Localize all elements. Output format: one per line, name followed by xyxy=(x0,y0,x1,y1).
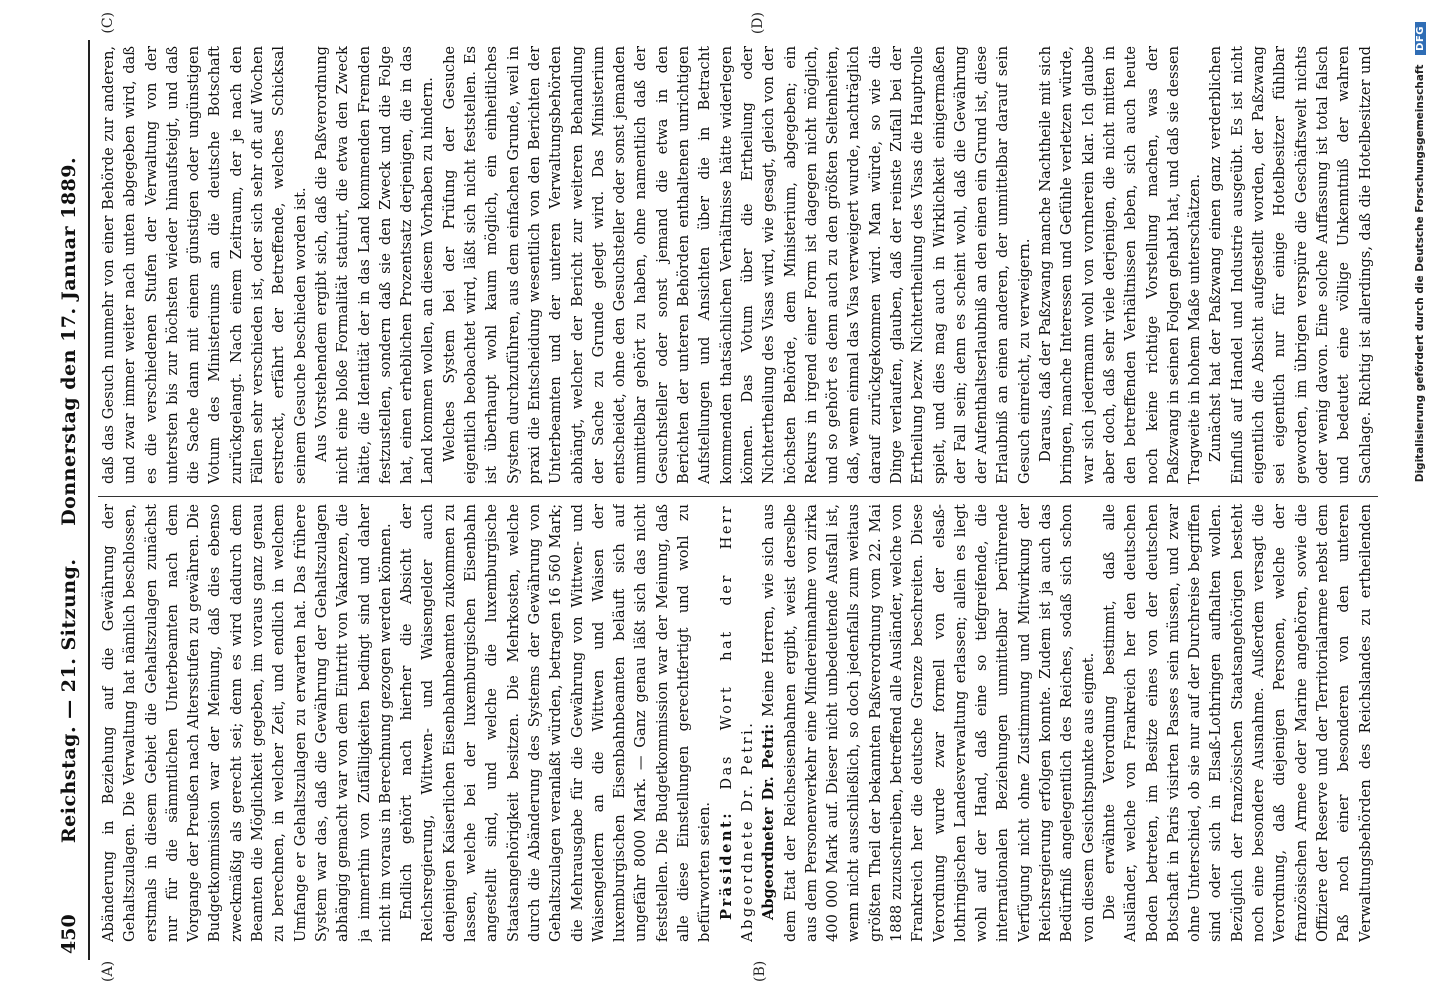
marginal-d: (D) xyxy=(750,12,766,35)
right-column xyxy=(98,46,1378,484)
marginal-c: (C) xyxy=(100,12,116,34)
title-left: Reichstag. — 21. Sitzung. xyxy=(58,558,80,844)
title-right: Donnerstag den 17. Januar 1889. xyxy=(58,156,80,526)
speaker-text: Meine Herren, wie sich aus dem Etat der Reichseisenbahnen ergibt, weist derselbe aus dem Personenverkehr eine Mindereinnahme von zirka 400 000 Mark auf. Dieser nicht unbedeutende Ausfall ist, wenn nicht ausschließlich, so doch jedenfalls zum weitaus größten Theil der bekannten Paßverordnung vom 22. Mai 1888 zuzuschreiben, betreffend alle Ausländer, welche von Frankreich her die deutsche Grenze beschreiten. Diese Verordnung wurde zwar formell von der elsaß-lothringischen Landesverwaltung erlassen; allein es liegt wohl auf der Hand, daß eine so tiefgreifende, die internationalen Beziehungen unmittelbar berührende Verfügung nicht ohne Zustimmung und Mitwirkung der Reichsregierung erfolgen konnte. Zudem ist ja auch das Bedürfniß angelegentlich des Reiches, sodaß sich schon von diesem Gesichtspunkte aus eignet. xyxy=(760,504,1097,942)
page-title xyxy=(52,40,86,960)
paragraph: Abänderung in Beziehung auf die Gewährung der Gehaltszulagen. Die Verwaltung hat nämlich beschlossen, erstmals in diesem Gebiet die Gehaltszulagen zunächst nur für die sämmtlichen Unterbeamten nach dem Vorgange der Preußen nach Altersstufen zu gewähren. Die Budgetkommission war der Meinung, daß dies ebenso zweckmäßig als gerecht sei; denn es wird dadurch dem Beamten die Möglichkeit gegeben, im voraus ganz genau zu berechnen, in welcher Zeit, und endlich in welchem Umfange er Gehaltszulagen zu erwarten hat. Das frühere System war das, daß die Gewährung der Gehaltszulagen abhängig gemacht war von dem Eintritt von Vakanzen, die ja immerhin von Zufälligkeiten bedingt sind und daher nicht im voraus in Berechnung gezogen werden können. xyxy=(100,504,394,942)
president-label: Präsident: xyxy=(717,810,735,920)
speaker-paragraph xyxy=(758,504,1099,942)
paragraph: Welches System bei der Prüfung der Gesuche eigentlich beobachtet wird, läßt sich nicht feststellen. Es ist überhaupt wohl kaum möglich, ein einheitliches System durchzuführen, aus dem einfachen Grunde, weil in praxi die Entscheidung wesentlich von den Berichten der Unterbeamten und der unteren Verwaltungsbehörden abhängt, welcher der Bericht zur weiteren Behandlung der Sache zu Grunde gelegt wird. Das Ministerium entscheidet, ohne den Gesuchsteller oder sonst jemanden unmittelbar gehört zu haben, ohne namentlich daß der Gesuchsteller oder sonst jemand die etwa in den Berichten der unteren Behörden enthaltenen unrichtigen Aufstellungen und Ansichten über die in Betracht kommenden thatsächlichen Verhältnisse hätte widerlegen können. Das Votum über die Ertheilung oder Nichtertheilung des Visas wird, wie gesagt, gleich von der höchsten Behörde, dem Ministerium, abgegeben; ein Rekurs in irgend einer Form ist dagegen nicht möglich, und so gehört es denn auch zu den größten Seltenheiten, daß, wenn einmal das Visa verweigert wurde, nachträglich darauf zurückgekommen wird. Man würde, so wie die Dinge verlaufen, glauben, daß der reinste Zufall bei der Ertheilung bezw. Nichtertheilung des Visas die Hauptrolle spielt, und dies mag auch in Wirklichkeit einigermaßen der Fall sein; denn es scheint wohl, daß die Gewährung der Aufenthaltserlaubniß an den einen ein Grund ist, diese Erlaubniß an einen anderen, der unmittelbar darauf sein Gesuch einreicht, zu verweigern. xyxy=(440,46,1033,484)
paragraph: Daraus, daß der Paßzwang manche Nachtheile mit sich bringen, manche Interessen und Gefühle verletzen würde, war sich jedermann wohl von vornherein klar. Ich glaube aber doch, daß sehr viele derjenigen, die nicht mitten in den betreffenden Verhältnissen leben, sich auch heute noch keine richtige Vorstellung machen, was der Paßzwang in seinen Folgen gehabt hat, und daß sie dessen Tragweite in hohem Maße unterschätzen. xyxy=(1037,46,1204,484)
paragraph: Die erwähnte Verordnung bestimmt, daß alle Ausländer, welche von Frankreich her den deutschen Boden betreten, im Besitze eines von der deutschen Botschaft in Paris visirten Passes sein müssen, und zwar ohne Unterschied, ob sie nur auf der Durchreise begriffen sind oder sich in Elsaß-Lothringen aufhalten wollen. Bezüglich der französischen Staatsangehörigen besteht noch eine besondere Ausnahme. Außerdem versagt die Verordnung, daß diejenigen Personen, welche der französischen Armee oder Marine angehören, sowie die Offiziere der Reserve und der Territorialarmee nebst dem Paß noch einer besonderen von den unteren Verwaltungsbehörden des Reichslandes zu ertheilenden xyxy=(1100,504,1374,942)
president-paragraph xyxy=(716,504,759,942)
president-text: Das Wort hat der Herr Abgeordnete Dr. Petri. xyxy=(717,504,756,942)
column-divider xyxy=(98,496,1378,497)
dfg-logo: DFG xyxy=(1415,22,1426,55)
header-rule xyxy=(88,40,90,960)
paragraph: Endlich gehört nach hierher die Absicht der Reichsregierung, Wittwen- und Waisengelder auch denjenigen Kaiserlichen Eisenbahnbeamten zukommen zu lassen, welche bei der luxemburgischen Eisenbahn angestellt sind, und welche die luxemburgische Staatsangehörigkeit besitzen. Die Mehrkosten, welche durch die Abänderung des Systems der Gewährung von Gehaltszulagen veranlaßt würden, betragen 16 560 Mark; die Mehrausgabe für die Gewährung von Wittwen- und Waisengeldern an die Wittwen und Waisen der luxemburgischen Eisenbahnbeamten beläuft sich auf ungefähr 8000 Mark. — Ganz genau läßt sich das nicht feststellen. Die Budgetkommission war der Meinung, daß alle diese Einstellungen gerechtfertigt und wohl zu befürworten seien. xyxy=(398,504,714,942)
digitization-note xyxy=(1414,0,1426,1000)
marginal-a: (A) xyxy=(100,960,116,982)
digitization-text: Digitalisierung gefördert durch die Deutsche Forschungsgemeinschaft xyxy=(1414,64,1426,483)
speaker-label: Abgeordneter Dr. Petri: xyxy=(760,723,778,920)
running-head xyxy=(52,40,86,960)
marginal-b: (B) xyxy=(752,960,768,982)
left-column xyxy=(98,504,1378,942)
paragraph: Zunächst hat der Paßzwang einen ganz verderblichen Einfluß auf Handel und Industrie ausgeübt. Es ist nicht eigentlich die Absicht aufgestellt worden, der Paßzwang sei eigentlich nur für einige Hotelbesitzer fühlbar geworden, im übrigen verspüre die Geschäftswelt nichts oder wenig davon. Eine solche Auffassung ist total falsch und bedeutet eine völlige Unkenntniß der wahren Sachlage. Richtig ist allerdings, daß die Hotelbesitzer und xyxy=(1207,46,1374,484)
page-number: 450 xyxy=(58,914,80,954)
paragraph: daß das Gesuch nunmehr von einer Behörde zur anderen, und zwar immer weiter nach unten abgegeben wird, daß es die verschiedenen Stufen der Verwaltung von der untersten bis zur höchsten wieder hinaufsteigt, und daß die Sache dann mit einem günstigen oder ungünstigen Votum des Ministeriums an die deutsche Botschaft zurückgelangt. Nach einem Zeitraum, der je nach den Fällen sehr verschieden ist, oder sich sehr oft auf Wochen erstreckt, erfährt der Betreffende, welches Schicksal seinem Gesuche beschieden worden ist. xyxy=(100,46,309,484)
paragraph: Aus Vorstehendem ergibt sich, daß die Paßverordnung nicht eine bloße Formalität statuirt, die etwa den Zweck hätte, die Identität der in das Land kommenden Fremden festzustellen, sondern daß sie den Zweck und die Folge hat, einen erheblichen Prozentsatz derjenigen, die in das Land kommen wollen, an diesem Vorhaben zu hindern. xyxy=(312,46,437,484)
